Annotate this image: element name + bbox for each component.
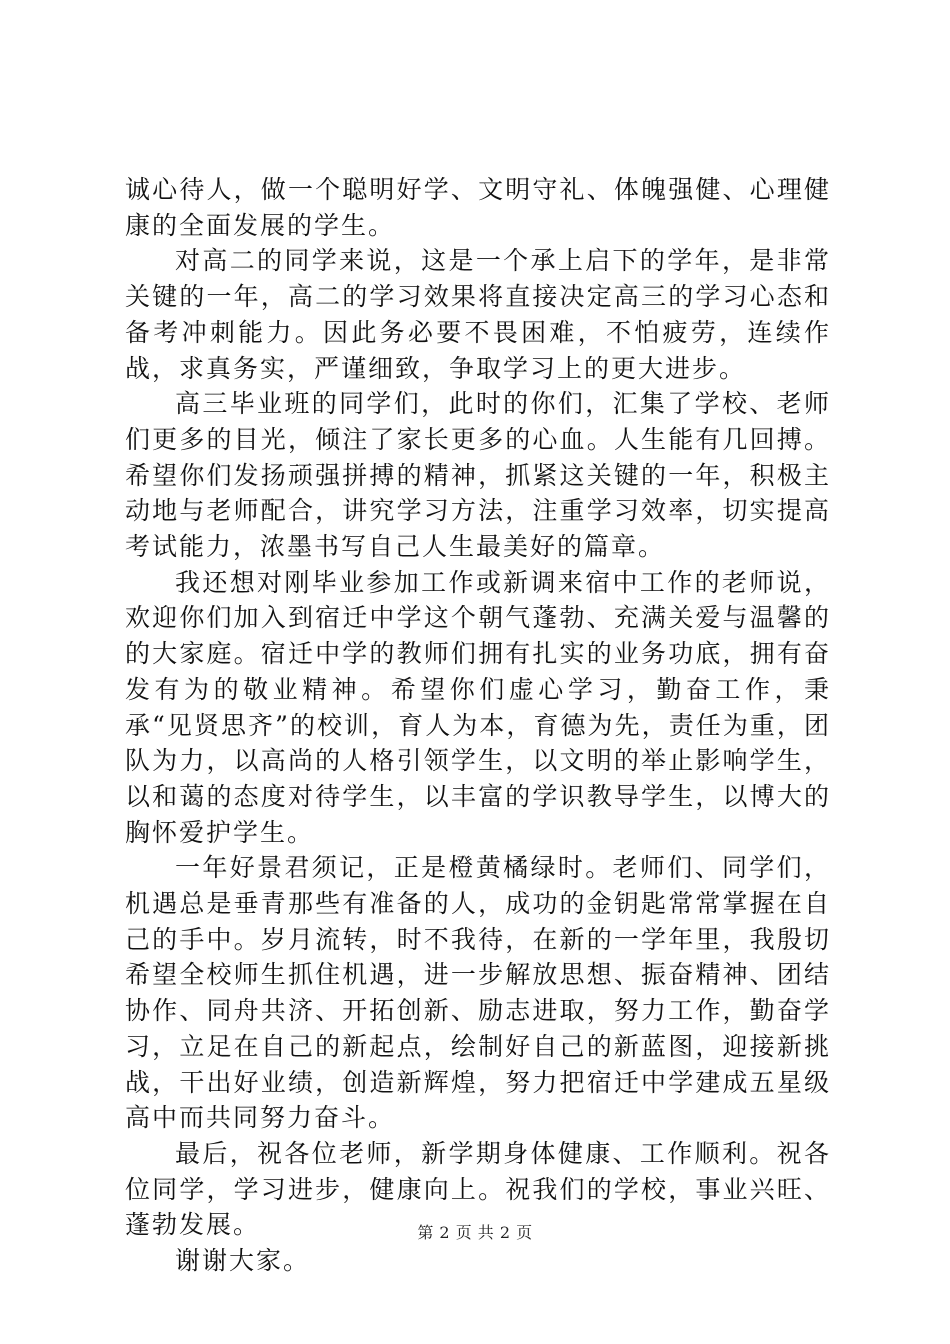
paragraph-closing-wishes: 最后，祝各位老师，新学期身体健康、工作顺利。祝各位同学，学习进步，健康向上。祝我们的学校，事业兴旺、蓬勃发展。: [125, 1138, 831, 1240]
paragraph-continued: 诚心待人，做一个聪明好学、文明守礼、体魄强健、心理健康的全面发展的学生。: [125, 175, 831, 240]
paragraph-new-year-hopes: 一年好景君须记，正是橙黄橘绿时。老师们、同学们，机遇总是垂青那些有准备的人，成功的金钥匙常常掌握在自己的手中。岁月流转，时不我待，在新的一学年里，我殷切希望全校师生抓住机遇，进一步解放思想、振奋精神、团结协作、同舟共济、开拓创新、励志进取，努力工作，勤奋学习，立足在自己的新起点，绘制好自己的新蓝图，迎接新挑战，干出好业绩，创造新辉煌，努力把宿迁中学建成五星级高中而共同努力奋斗。: [125, 853, 831, 1133]
paragraph-new-teachers: 我还想对刚毕业参加工作或新调来宿中工作的老师说，欢迎你们加入到宿迁中学这个朝气蓬勃、充满关爱与温馨的的大家庭。宿迁中学的教师们拥有扎实的业务功底，拥有奋发有为的敬业精神。希望你们虚心学习，勤奋工作，秉承“见贤思齐”的校训，育人为本，育德为先，责任为重，团队为力，以高尚的人格引领学生，以文明的举止影响学生，以和蔼的态度对待学生，以丰富的学识教导学生，以博大的胸怀爱护学生。: [125, 567, 831, 847]
page-number-footer: 第 2 页 共 2 页: [417, 1223, 533, 1242]
document-body: [125, 172, 831, 1279]
paragraph-thanks: 谢谢大家。: [175, 1246, 311, 1276]
paragraph-grade-two: 对高二的同学来说，这是一个承上启下的学年，是非常关键的一年，高二的学习效果将直接决定高三的学习心态和备考冲刺能力。因此务必要不畏困难，不怕疲劳，连续作战，求真务实，严谨细致，争取学习上的更大进步。: [125, 246, 831, 383]
paragraph-grade-three: 高三毕业班的同学们，此时的你们，汇集了学校、老师们更多的目光，倾注了家长更多的心血。人生能有几回搏。希望你们发扬顽强拼搏的精神，抓紧这关键的一年，积极主动地与老师配合，讲究学习方法，注重学习效率，切实提高考试能力，浓墨书写自己人生最美好的篇章。: [125, 389, 831, 562]
